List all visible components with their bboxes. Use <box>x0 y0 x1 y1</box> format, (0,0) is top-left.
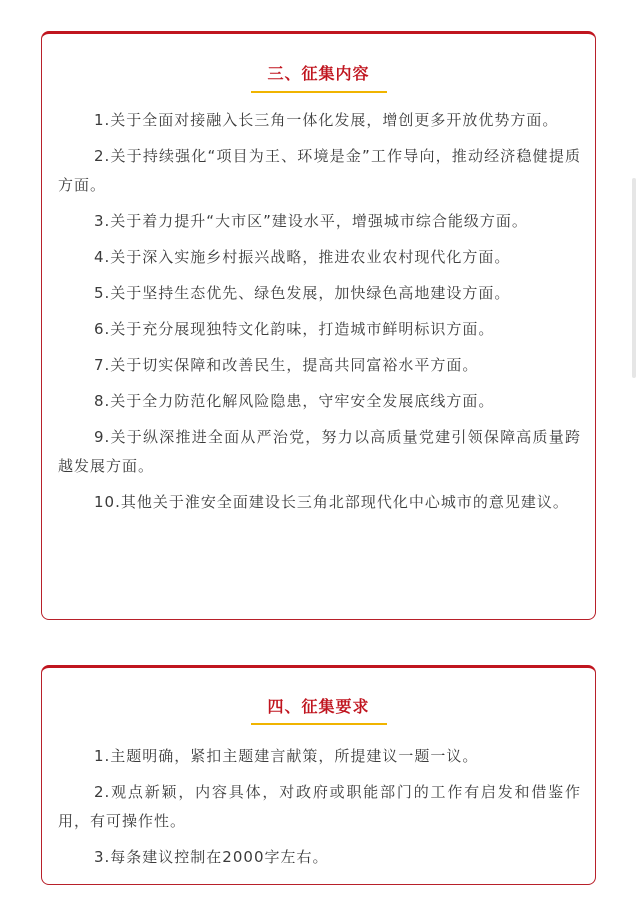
section-title: 四、征集要求 <box>267 697 370 716</box>
list-item: 2.关于持续强化“项目为王、环境是金”工作导向，推动经济稳健提质方面。 <box>58 147 581 194</box>
list-item: 2.观点新颖，内容具体，对政府或职能部门的工作有启发和借鉴作用，有可操作性。 <box>58 783 581 830</box>
list-item: 9.关于纵深推进全面从严治党，努力以高质量党建引领保障高质量跨越发展方面。 <box>58 428 581 475</box>
list-item: 3.每条建议控制在2000字左右。 <box>94 848 329 866</box>
section-title: 三、征集内容 <box>267 64 370 83</box>
list-item: 7.关于切实保障和改善民生，提高共同富裕水平方面。 <box>94 356 479 374</box>
list-item: 5.关于坚持生态优先、绿色发展，加快绿色高地建设方面。 <box>94 284 511 302</box>
list-item: 3.关于着力提升“大市区”建设水平，增强城市综合能级方面。 <box>94 212 528 230</box>
list-item: 1.主题明确，紧扣主题建言献策，所提建议一题一议。 <box>94 747 479 765</box>
list-item: 8.关于全力防范化解风险隐患，守牢安全发展底线方面。 <box>94 392 495 410</box>
content-list <box>58 106 581 524</box>
section-collection-content <box>41 31 596 620</box>
title-underline <box>251 723 387 725</box>
list-item: 4.关于深入实施乡村振兴战略，推进农业农村现代化方面。 <box>94 248 511 266</box>
section-collection-requirements <box>41 665 596 885</box>
list-item: 10.其他关于淮安全面建设长三角北部现代化中心城市的意见建议。 <box>94 493 569 511</box>
list-item: 6.关于充分展现独特文化韵味，打造城市鲜明标识方面。 <box>94 320 495 338</box>
page-scrollbar[interactable] <box>632 178 636 378</box>
title-underline <box>251 91 387 93</box>
list-item: 1.关于全面对接融入长三角一体化发展，增创更多开放优势方面。 <box>94 111 559 129</box>
requirements-list <box>58 742 581 879</box>
